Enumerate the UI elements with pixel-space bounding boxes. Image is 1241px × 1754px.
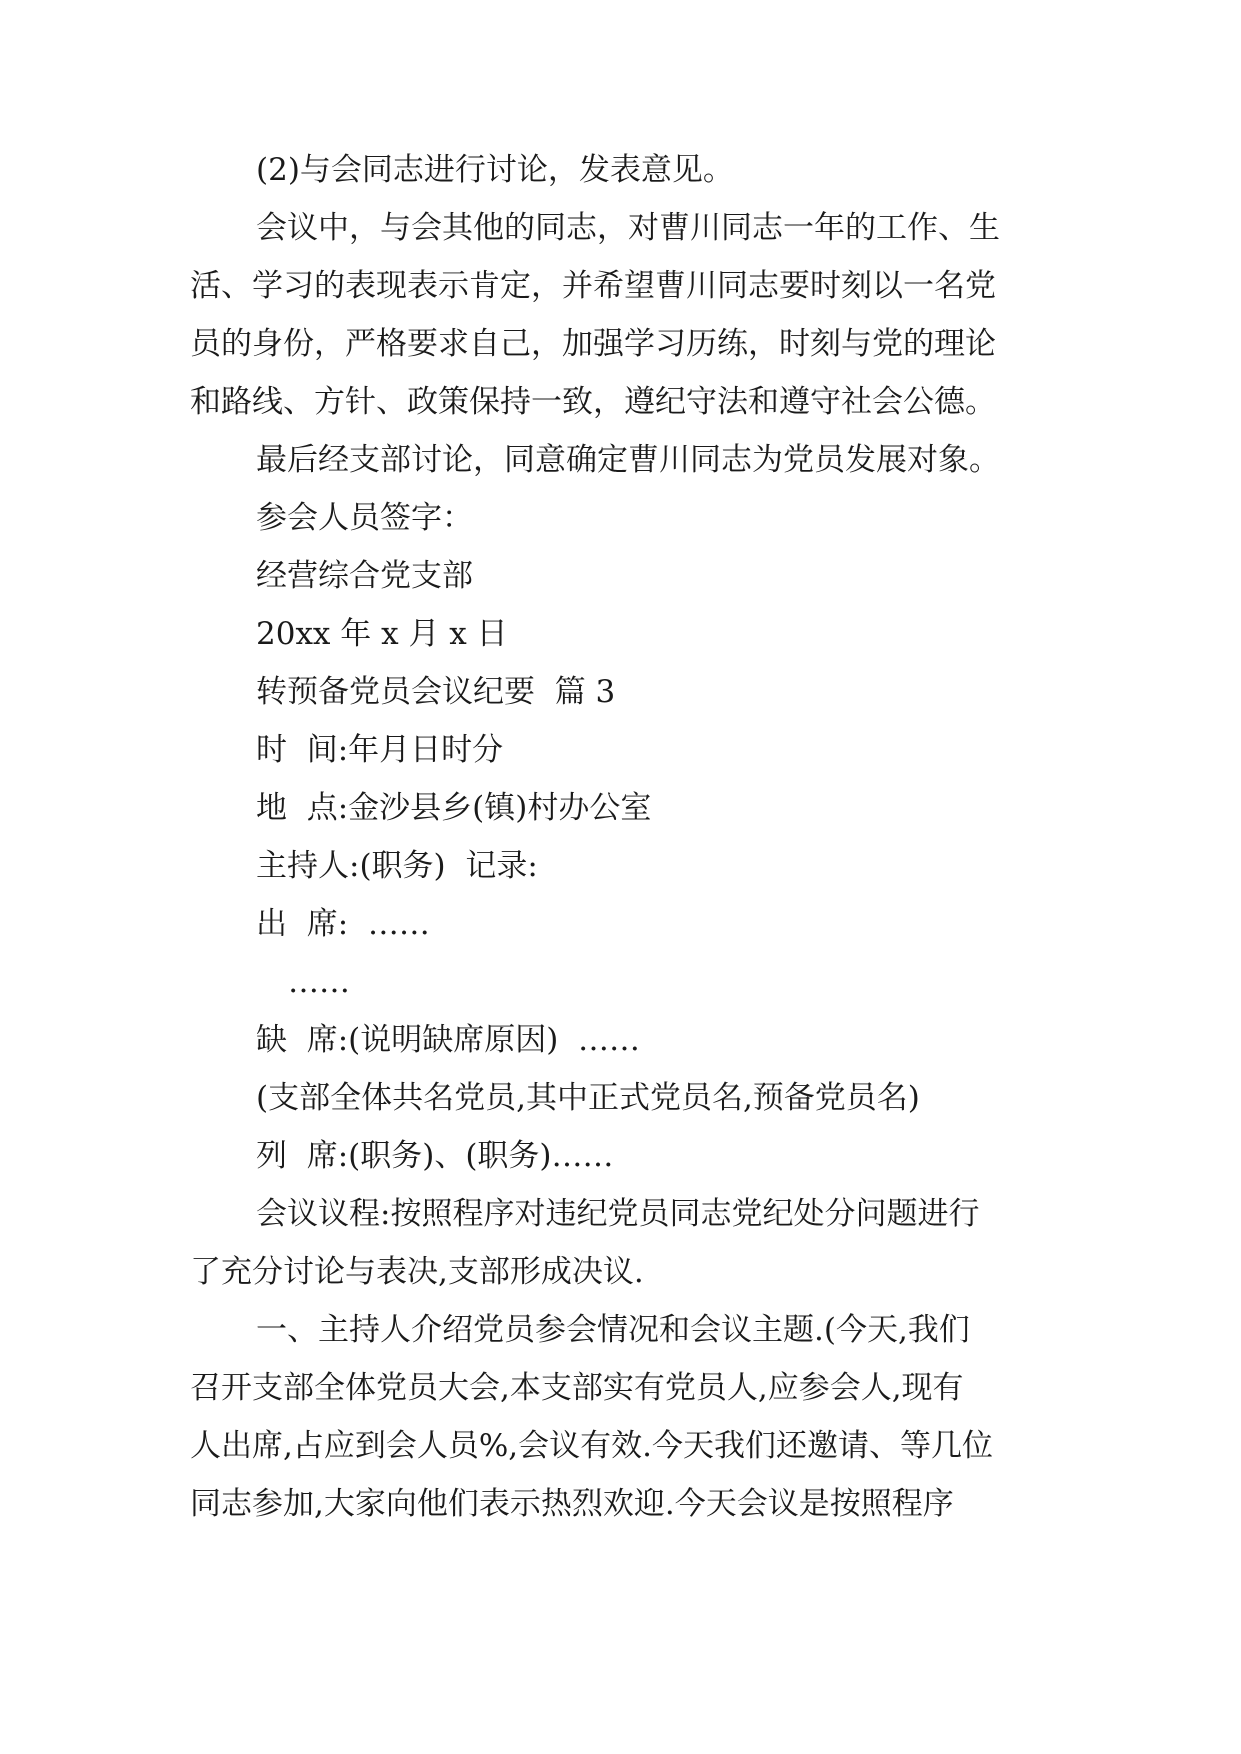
paragraph-line: (2)与会同志进行讨论，发表意见。 bbox=[256, 152, 734, 188]
paragraph-line: 和路线、方针、政策保持一致，遵纪守法和遵守社会公德。 bbox=[190, 384, 996, 420]
attendance-observers: 列 席:(职务)、(职务)…… bbox=[256, 1138, 614, 1174]
branch-name: 经营综合党支部 bbox=[256, 558, 473, 594]
paragraph-line: 最后经支部讨论，同意确定曹川同志为党员发展对象。 bbox=[256, 442, 1000, 478]
date-line: 20xx 年 x 月 x 日 bbox=[256, 616, 508, 652]
paragraph-line: 活、学习的表现表示肯定，并希望曹川同志要时刻以一名党 bbox=[190, 268, 996, 304]
agenda-line: 了充分讨论与表决,支部形成决议. bbox=[190, 1254, 644, 1290]
paragraph-line: 人出席,占应到会人员%,会议有效.今天我们还邀请、等几位 bbox=[190, 1428, 994, 1464]
paragraph-line: 同志参加,大家向他们表示热烈欢迎.今天会议是按照程序 bbox=[190, 1486, 954, 1522]
attendance-present: 出 席: …… bbox=[256, 906, 430, 942]
attendance-absent: 缺 席:(说明缺席原因) …… bbox=[256, 1022, 641, 1058]
meeting-location: 地 点:金沙县乡(镇)村办公室 bbox=[256, 790, 652, 826]
signature-label: 参会人员签字： bbox=[256, 500, 473, 536]
paragraph-line: 召开支部全体党员大会,本支部实有党员人,应参会人,现有 bbox=[190, 1370, 964, 1406]
meeting-time: 时 间:年月日时分 bbox=[256, 732, 504, 768]
paragraph-line: 一、主持人介绍党员参会情况和会议主题.(今天,我们 bbox=[256, 1312, 970, 1348]
meeting-host: 主持人:(职务) 记录: bbox=[256, 848, 538, 884]
attendance-continued: …… bbox=[288, 964, 350, 1000]
member-count: (支部全体共名党员,其中正式党员名,预备党员名) bbox=[256, 1080, 920, 1116]
paragraph-line: 员的身份，严格要求自己，加强学习历练，时刻与党的理论 bbox=[190, 326, 996, 362]
paragraph-line: 会议中，与会其他的同志，对曹川同志一年的工作、生 bbox=[256, 210, 1000, 246]
agenda-line: 会议议程:按照程序对违纪党员同志党纪处分问题进行 bbox=[256, 1196, 980, 1232]
section-title: 转预备党员会议纪要 篇 3 bbox=[256, 674, 616, 710]
